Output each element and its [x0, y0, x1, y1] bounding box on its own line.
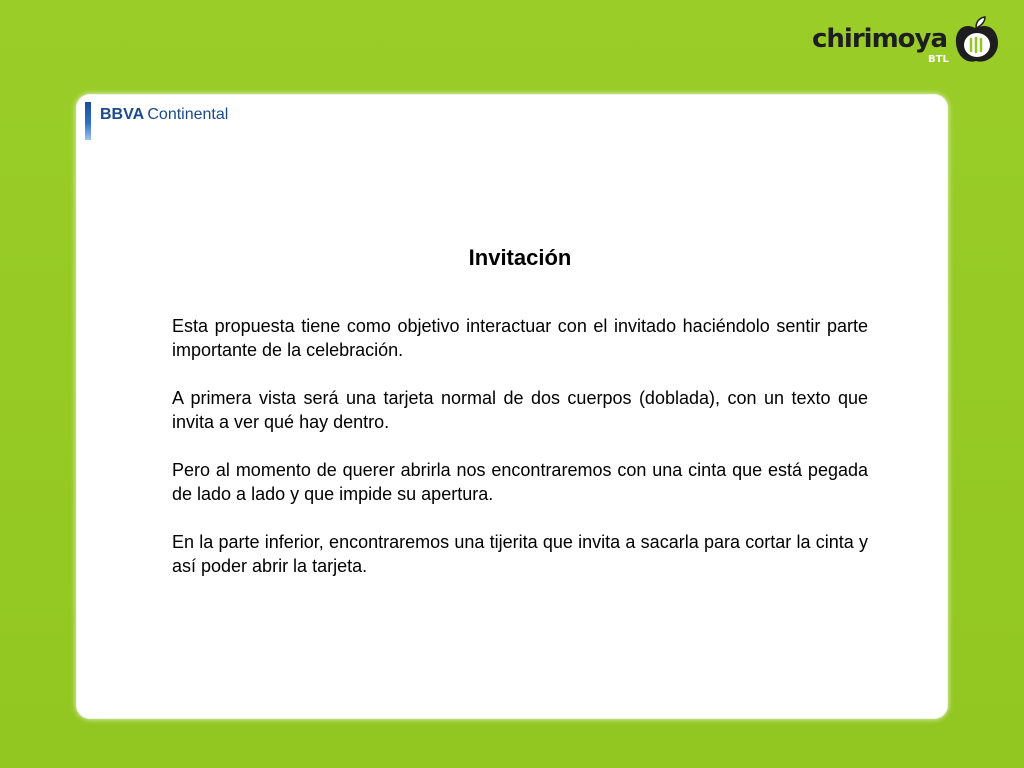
bbva-continental-logo: [85, 102, 285, 142]
paragraph-1: Esta propuesta tiene como objetivo interactuar con el invitado haciéndolo sentir parte importante de la celebración.: [172, 316, 868, 360]
brand-subtitle: BTL: [928, 54, 949, 65]
bank-logo-bar: [85, 102, 91, 140]
apple-mark-icon: [954, 16, 1000, 66]
brand-name: chirimoya: [812, 24, 948, 54]
slide-body: [172, 314, 868, 602]
bank-name-bold: BBVA: [100, 106, 145, 123]
paragraph-3: Pero al momento de querer abrirla nos encontraremos con una cinta que está pegada de lado a lado y que impide su apertura.: [172, 460, 868, 504]
bank-name-rest: Continental: [147, 106, 229, 123]
paragraph-2: A primera vista será una tarjeta normal de dos cuerpos (doblada), con un texto que invita a ver qué hay dentro.: [172, 388, 868, 432]
paragraph-4: En la parte inferior, encontraremos una tijerita que invita a sacarla para cortar la cinta y así poder abrir la tarjeta.: [172, 532, 868, 576]
bank-name: [100, 106, 228, 124]
chirimoya-logo: [812, 14, 1002, 70]
slide-title: Invitación: [468, 245, 572, 270]
